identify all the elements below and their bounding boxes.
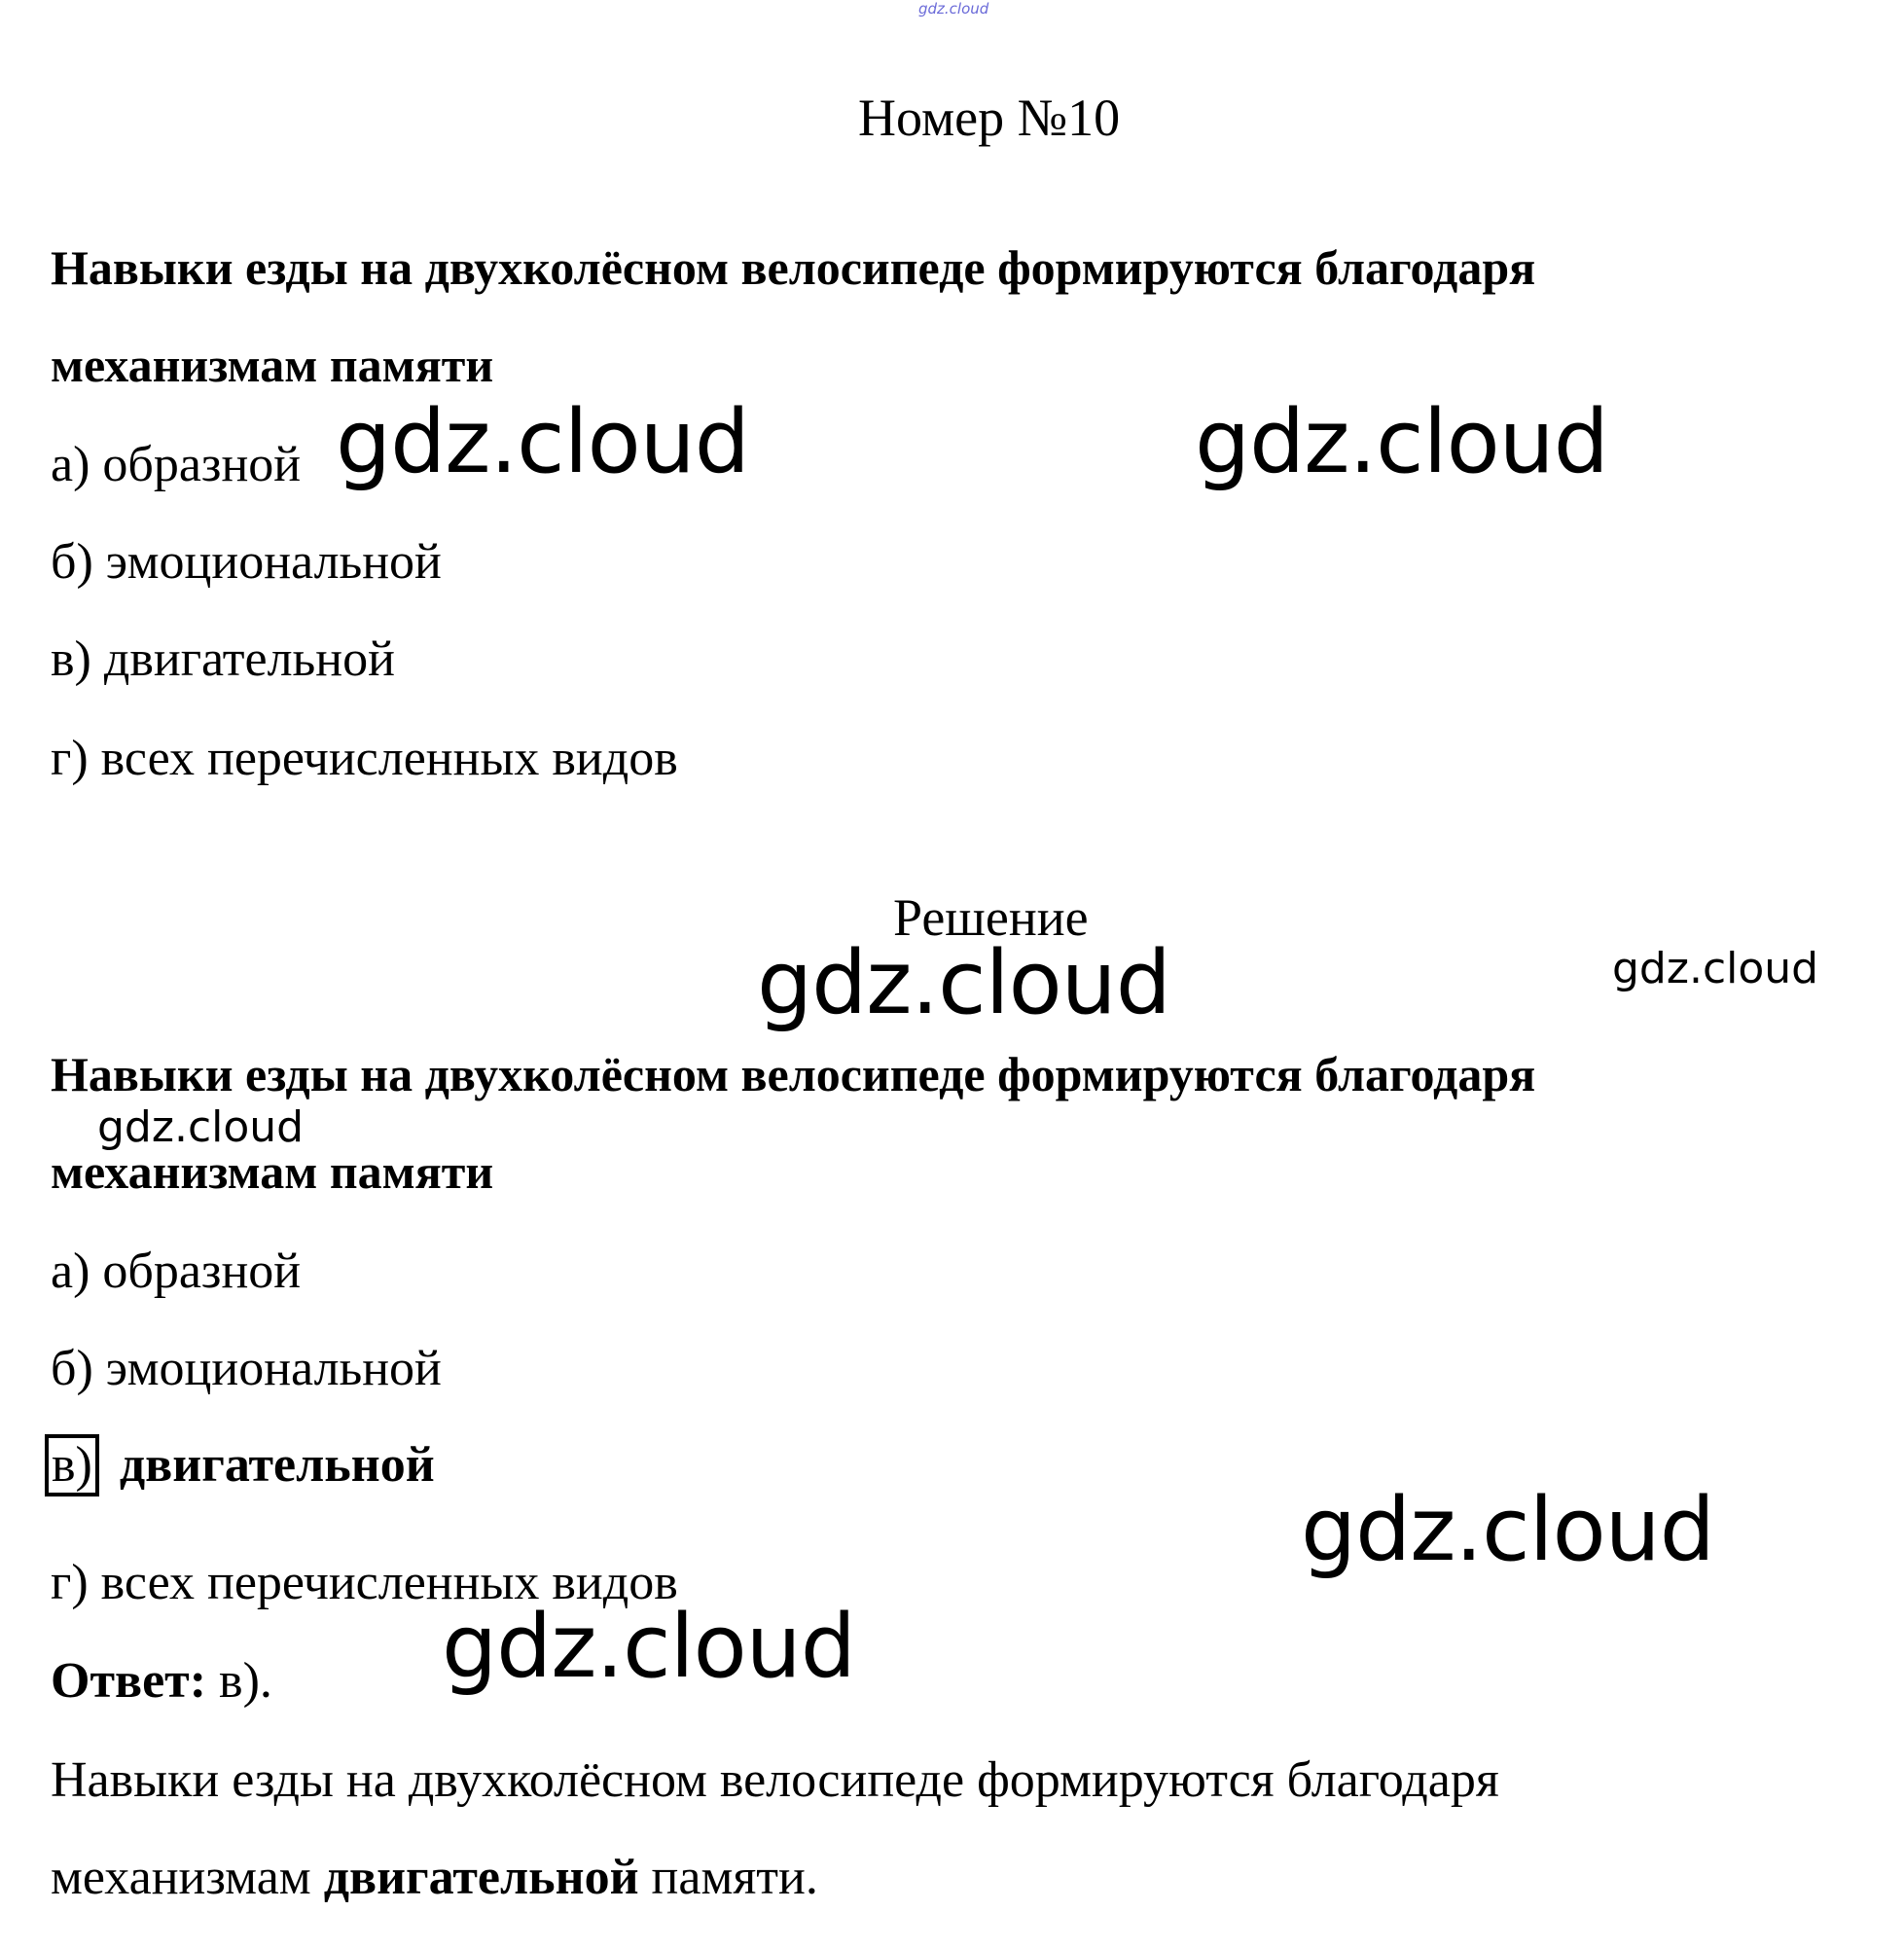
watermark: gdz.cloud	[336, 391, 749, 493]
watermark: gdz.cloud	[97, 1102, 305, 1152]
answer-value: в).	[219, 1653, 272, 1709]
solution-option-b: б) эмоциональной	[51, 1341, 442, 1396]
page-title: Номер №10	[858, 89, 1121, 147]
answer-line	[51, 1652, 272, 1710]
solution-question-line-1: Навыки езды на двухколёсном велосипеде формируются благодаря	[51, 1047, 1536, 1101]
selected-answer-text: двигательной	[119, 1437, 435, 1493]
watermark: gdz.cloud	[1195, 391, 1608, 493]
watermark: gdz.cloud	[757, 932, 1170, 1034]
explanation-line-2	[51, 1849, 818, 1906]
selected-answer-box: в)	[45, 1434, 99, 1496]
watermark: gdz.cloud	[1301, 1479, 1714, 1581]
question-option-d: г) всех перечисленных видов	[51, 731, 678, 786]
solution-heading: Решение	[893, 888, 1089, 947]
solution-option-a: а) образной	[51, 1244, 302, 1299]
question-option-b: б) эмоциональной	[51, 534, 442, 590]
solution-option-c	[51, 1434, 435, 1496]
top-watermark: gdz.cloud	[918, 0, 989, 18]
explanation-post: памяти.	[651, 1850, 818, 1905]
watermark: gdz.cloud	[442, 1596, 855, 1698]
explanation-line-1: Навыки езды на двухколёсном велосипеде формируются благодаря	[51, 1752, 1499, 1808]
answer-label: Ответ:	[51, 1653, 207, 1709]
question-line-1: Навыки езды на двухколёсном велосипеде формируются благодаря	[51, 240, 1536, 295]
watermark: gdz.cloud	[1612, 944, 1819, 993]
solution-question-line-2: механизмам памяти	[51, 1144, 494, 1199]
explanation-bold: двигательной	[323, 1850, 639, 1905]
question-line-2: механизмам памяти	[51, 338, 494, 392]
explanation-pre: механизмам	[51, 1850, 311, 1905]
question-option-a: а) образной	[51, 437, 302, 492]
solution-option-d: г) всех перечисленных видов	[51, 1555, 678, 1610]
question-option-c: в) двигательной	[51, 631, 395, 687]
